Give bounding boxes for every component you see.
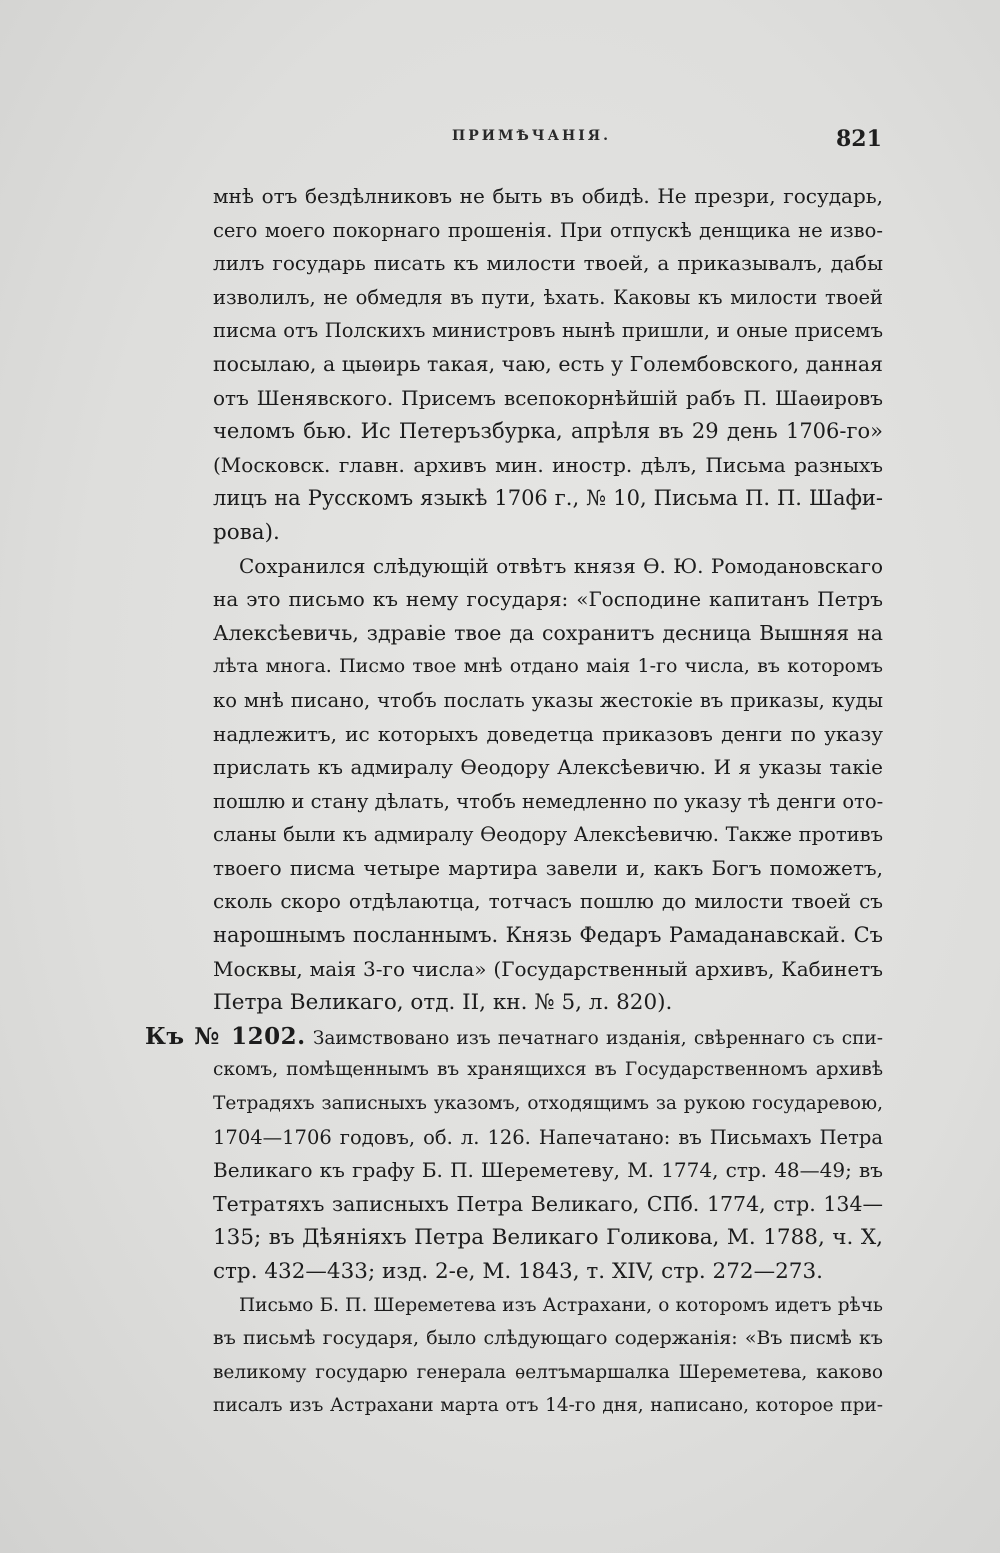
text-line: писма отъ Полскихъ министровъ нынѣ пришли, и оные присемъ [213,319,883,343]
paragraph-1 [213,180,883,550]
text-line: Тетратяхъ записныхъ Петра Великаго, СПб. 1774, стр. 134— [213,1191,883,1216]
text-line: рова). [213,519,280,545]
text-line: 135; въ Дѣяніяхъ Петра Великаго Голикова, М. 1788, ч. X, [213,1225,883,1251]
text-line: пошлю и стану дѣлать, чтобъ немедленно по указу тѣ денги ото- [213,789,884,813]
paragraph-3 [213,1289,883,1423]
text-line: посылаю, а цыѳирь такая, чаю, есть у Голембовского, данная [213,351,883,376]
text-line: челомъ бью. Ис Петеръзбурка, апрѣля въ 29 день 1706-го» [213,419,883,444]
entry-first-line-text: Заимствовано изъ печатнаго изданія, свѣреннаго съ спи- [312,1027,883,1049]
text-line: (Московск. главн. архивъ мин. иностр. дѣлъ, Письма разныхъ [213,452,883,477]
text-line: сколь скоро отдѣлаютца, тотчасъ пошлю до милости твоей съ [213,889,883,914]
paragraph-2 [213,550,883,1020]
text-line: стр. 432—433; изд. 2-е, М. 1843, т. XIV, стр. 272—273. [213,1259,823,1284]
text-line: писалъ изъ Астрахани марта отъ 14-го дня, написано, которое при- [213,1395,883,1417]
text-line: отъ Шенявского. Присемъ всепокорнѣйшій рабъ П. Шаѳировъ [213,385,883,410]
text-line: великому государю генерала ѳелтъмаршалка Шереметева, каково [213,1361,883,1383]
text-line: Великаго къ графу Б. П. Шереметеву, М. 1774, стр. 48—49; въ [213,1158,883,1183]
text-line: Тетрадяхъ записныхъ указомъ, отходящимъ за рукою государевою, [213,1093,883,1115]
text-line: нарошнымъ посланнымъ. Князь Федаръ Рамаданавскай. Съ [213,923,883,948]
text-line: 1704—1706 годовъ, об. л. 126. Напечатано: въ Письмахъ Петра [213,1125,883,1149]
entry-label: Къ № 1202. [145,1022,306,1050]
text-line: лилъ государь писать къ милости твоей, а приказывалъ, дабы [213,251,883,276]
text-line: Сохранился слѣдующій отвѣтъ князя Ѳ. Ю. Ромодановскаго [239,553,883,578]
text-line: лѣта многа. Писмо твое мнѣ отдано маія 1-го числа, въ которомъ [213,655,883,678]
text-line: Письмо Б. П. Шереметева изъ Астрахани, о которомъ идетъ рѣчь [239,1294,883,1316]
text-line: лицъ на Русскомъ языкѣ 1706 г., № 10, Письма П. П. Шафи- [213,486,883,511]
text-line: сланы были къ адмиралу Ѳеодору Алексѣевичю. Также противъ [213,823,883,847]
main-text [145,180,884,1423]
entry-lines [213,1053,883,1288]
text-line: сего моего покорнаго прошенія. При отпускѣ денщика не изво- [213,218,883,242]
text-line: прислать къ адмиралу Ѳеодору Алексѣевичю. И я указы такіе [213,755,883,780]
text-line: твоего писма четыре мартира завели и, какъ Богъ поможетъ, [213,855,883,880]
text-line: мнѣ отъ бездѣлниковъ не быть въ обидѣ. Не презри, государь, [213,184,883,208]
text-line: Алексѣевичь, здравіе твое да сохранитъ десница Вышняя на [213,620,883,645]
entry-1202 [145,1020,883,1289]
text-line: въ письмѣ государя, было слѣдующаго содержанія: «Въ писмѣ къ [213,1327,883,1350]
text-line: изволилъ, не обмедля въ пути, ѣхать. Каковы къ милости твоей [213,285,883,309]
running-head: ПРИМѢЧАНІЯ. [452,128,611,144]
text-line: Москвы, маія 3-го числа» (Государственный архивъ, Кабинетъ [213,956,883,981]
text-line: на это письмо къ нему государя: «Господине капитанъ Петръ [213,587,883,612]
text-line: надлежитъ, ис которыхъ доведетца приказовъ денги по указу [213,721,883,746]
entry-first-line [145,1020,883,1054]
text-line: Петра Великаго, отд. II, кн. № 5, л. 820). [213,990,673,1016]
page-number: 821 [836,126,882,152]
text-line: скомъ, помѣщеннымъ въ хранящихся въ Государственномъ архивѣ [213,1059,883,1081]
text-line: ко мнѣ писано, чтобъ послать указы жестокіе въ приказы, куды [213,688,883,712]
